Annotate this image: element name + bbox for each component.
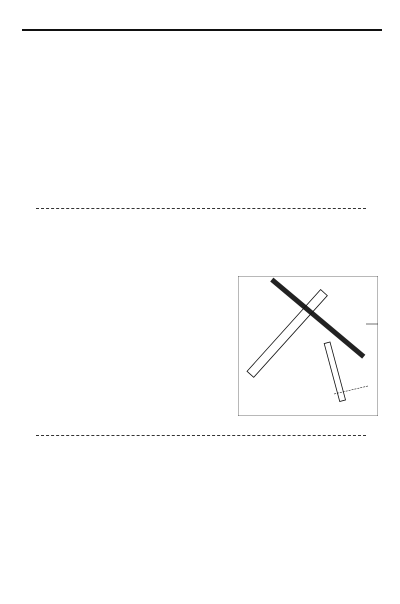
header-rule — [22, 29, 382, 31]
runway-16-34 — [324, 342, 345, 402]
airport-diagram — [238, 276, 378, 416]
runway-13-31 — [270, 278, 365, 359]
runway-04-22 — [247, 290, 327, 378]
entry-divider — [36, 208, 366, 209]
fence-line — [334, 386, 368, 394]
entry-divider — [36, 435, 366, 436]
